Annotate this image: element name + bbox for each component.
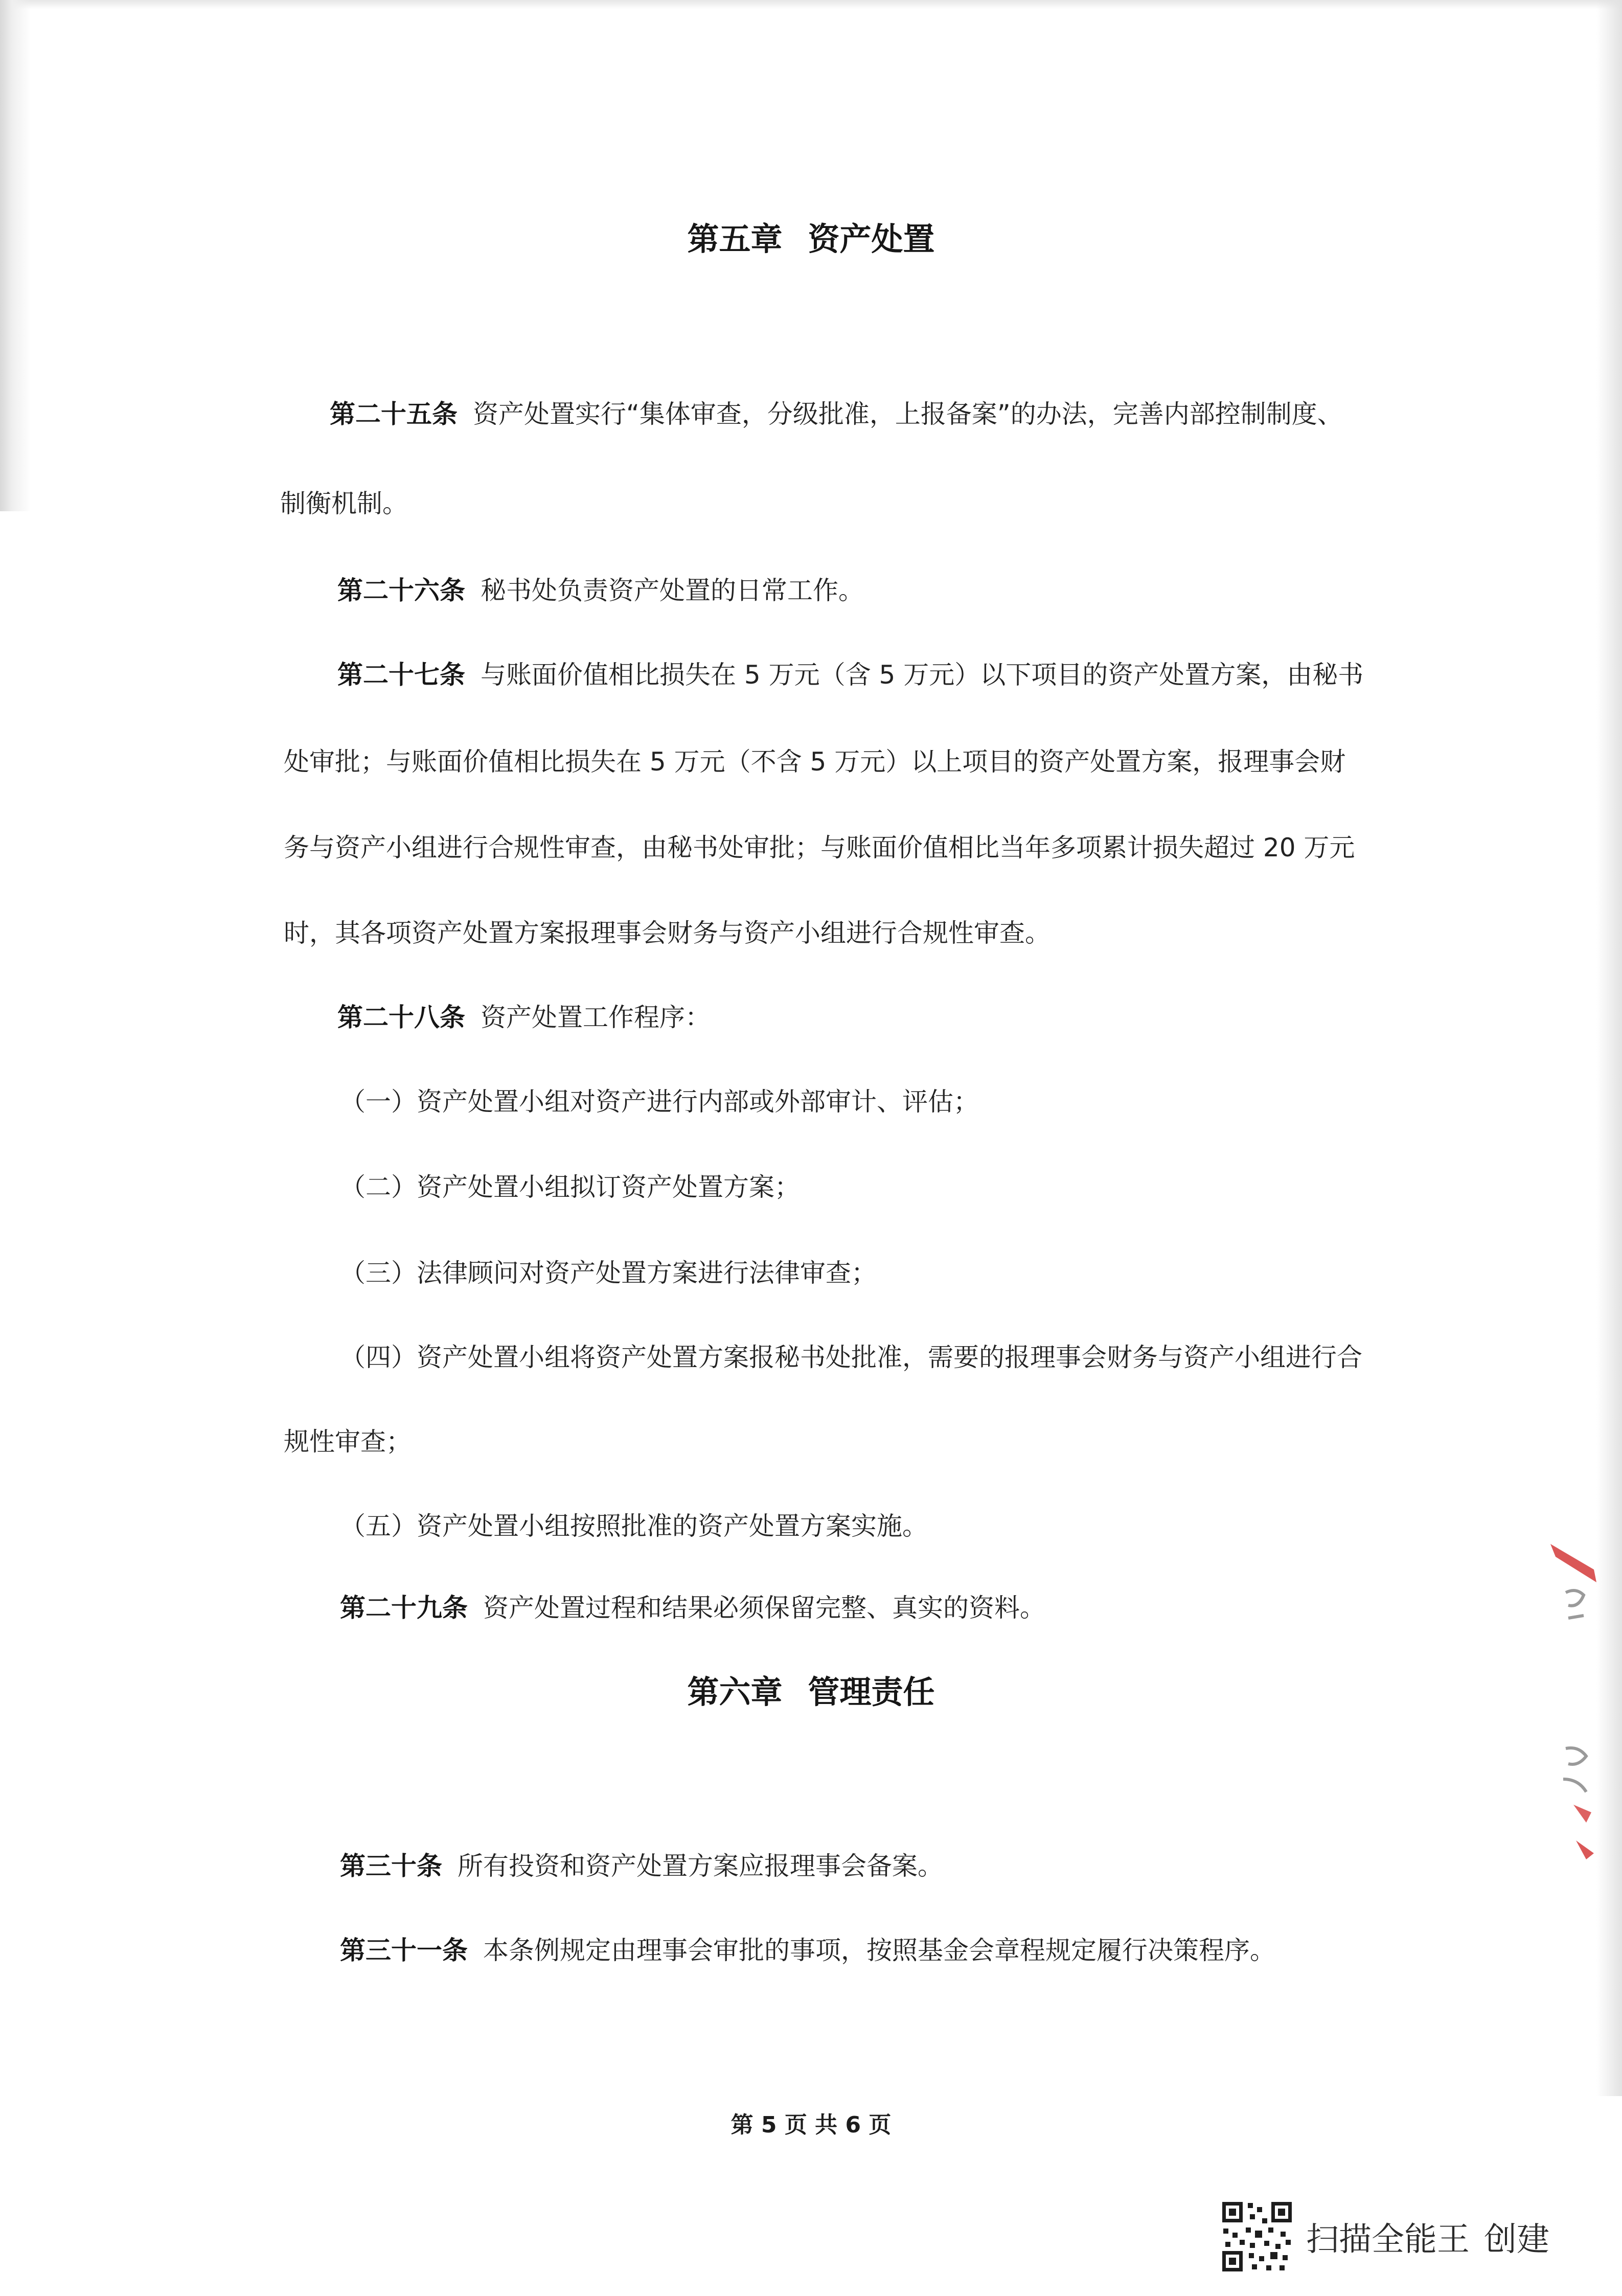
article-25-line-1: 第二十五条 资产处置实行“集体审查，分级批准，上报备案”的办法，完善内部控制制度、 [330,399,1343,429]
article-28-item-4-line-1: （四）资产处置小组将资产处置方案报秘书处批准，需要的报理事会财务与资产小组进行合 [340,1343,1362,1372]
article-31: 第三十一条 本条例规定由理事会审批的事项，按照基金会章程规定履行决策程序。 [340,1936,1275,1965]
chapter-5-heading [0,214,1622,259]
article-27-line-1: 第二十七条 与账面价值相比损失在 5 万元（含 5 万元）以下项目的资产处置方案，由秘书 [337,660,1364,690]
article-25-line-2: 制衡机制。 [280,489,408,518]
article-26: 第二十六条 秘书处负责资产处置的日常工作。 [337,576,864,605]
partial-seal-marks [1545,1534,1602,1871]
article-28-item-1: （一）资产处置小组对资产进行内部或外部审计、评估； [340,1087,979,1117]
article-27-line-3: 务与资产小组进行合规性审查，由秘书处审批；与账面价值相比当年多项累计损失超过 20 万元 [284,833,1355,862]
qr-code-icon [1219,2199,1295,2275]
chapter-5-label: 第五章 [687,220,783,258]
article-28-number: 第二十八条 [337,1003,465,1032]
chapter-6-title: 管理责任 [808,1673,935,1711]
article-29-number: 第二十九条 [340,1593,468,1623]
watermark-brand: 扫描全能王 [1306,2221,1470,2259]
article-28-item-3: （三）法律顾问对资产处置方案进行法律审查； [340,1258,877,1288]
article-27-number: 第二十七条 [337,660,465,690]
article-29: 第二十九条 资产处置过程和结果必须保留完整、真实的资料。 [340,1593,1045,1623]
page-number-footer: 第 5 页 共 6 页 [730,2112,892,2138]
article-30-number: 第三十条 [340,1851,442,1881]
watermark-suffix: 创建 [1484,2221,1549,2259]
article-26-number: 第二十六条 [337,576,465,605]
article-28: 第二十八条 资产处置工作程序： [337,1003,711,1032]
article-31-number: 第三十一条 [340,1936,468,1965]
article-28-item-5: （五）资产处置小组按照批准的资产处置方案实施。 [340,1511,928,1541]
article-30: 第三十条 所有投资和资产处置方案应报理事会备案。 [340,1851,943,1881]
scanner-watermark [1219,2198,1549,2275]
chapter-6-heading [0,1667,1622,1712]
chapter-5-title: 资产处置 [808,220,935,258]
article-27-line-4: 时，其各项资产处置方案报理事会财务与资产小组进行合规性审查。 [284,918,1050,948]
article-27-line-2: 处审批；与账面价值相比损失在 5 万元（不含 5 万元）以上项目的资产处置方案，报理事会财 [284,747,1346,777]
chapter-6-label: 第六章 [687,1673,783,1711]
article-25-number: 第二十五条 [330,399,458,429]
article-28-item-2: （二）资产处置小组拟订资产处置方案； [340,1172,800,1202]
article-28-item-4-line-2: 规性审查； [284,1427,412,1457]
